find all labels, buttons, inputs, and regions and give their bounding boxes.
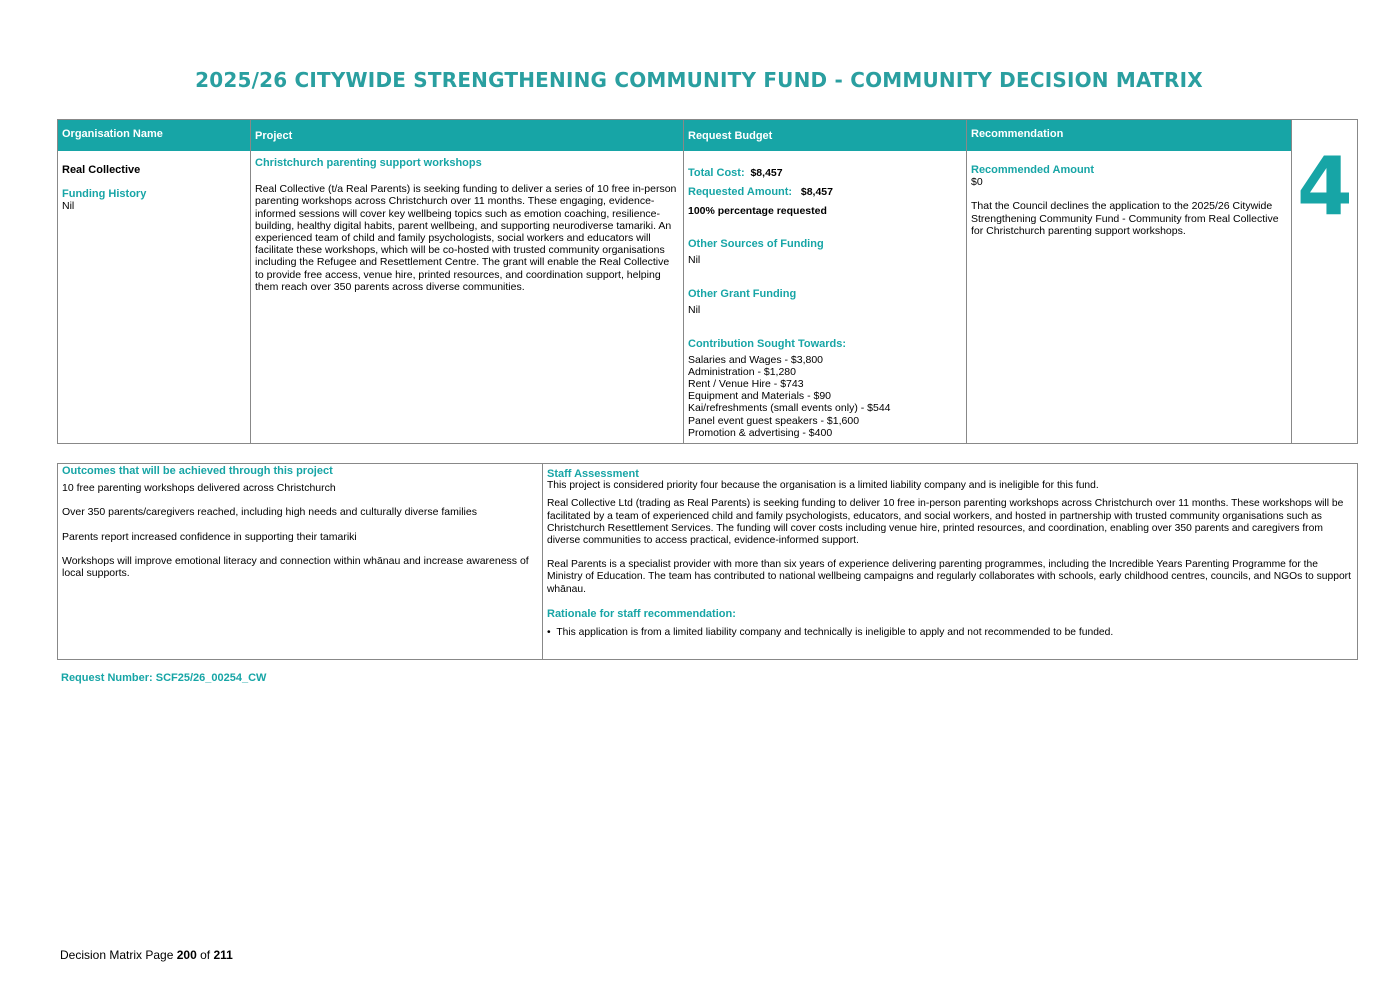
- funding-history: Nil: [62, 200, 75, 213]
- other-grant-label: Other Grant Funding: [688, 288, 797, 301]
- header-budget: Request Budget: [684, 120, 966, 151]
- staff-assessment-column: [543, 464, 1357, 659]
- contribution-label: Contribution Sought Towards:: [688, 338, 847, 351]
- header-org: Organisation Name: [58, 120, 250, 151]
- org-column: [58, 120, 251, 443]
- assessment-p1: This project is considered priority four because the organisation is a limited liability company and is ineligible for this fund.: [547, 480, 1099, 492]
- budget-column: [684, 120, 967, 443]
- outcome-item: Parents report increased confidence in supporting their tamariki: [62, 530, 357, 543]
- recommended-amount: $0: [971, 176, 983, 189]
- assessment-table: [57, 463, 1358, 660]
- project-title: Christchurch parenting support workshops: [255, 157, 482, 169]
- contribution-list: [688, 354, 962, 439]
- assessment-p3: Real Parents is a specialist provider with more than six years of experience delivering parenting programmes, including the Incredible Years Parenting Programme for the Ministry of Education. The team has contributed to national wellbeing campaigns and regularly collaborates with schools, early childhood centres, councils, and NGOs to support whānau.: [547, 559, 1351, 595]
- project-column: [251, 120, 684, 443]
- header-project: Project: [251, 120, 683, 151]
- footer-total: 211: [213, 948, 233, 962]
- contribution-item: Panel event guest speakers - $1,600: [688, 414, 860, 427]
- outcome-item: Workshops will improve emotional literacy and connection within whānau and increase awareness of local supports.: [62, 554, 529, 580]
- outcomes-label: Outcomes that will be achieved through this project: [62, 465, 333, 477]
- outcome-item: Over 350 parents/caregivers reached, including high needs and culturally diverse families: [62, 506, 477, 519]
- other-sources-label: Other Sources of Funding: [688, 237, 824, 250]
- page-title: 2025/26 CITYWIDE STRENGTHENING COMMUNITY FUND - COMMUNITY DECISION MATRIX: [195, 68, 1203, 92]
- footer-page: 200: [176, 948, 197, 962]
- other-sources: Nil: [688, 253, 701, 266]
- total-cost: $8,457: [750, 167, 783, 179]
- request-number: Request Number: SCF25/26_00254_CW: [61, 672, 267, 684]
- contribution-item: Salaries and Wages - $3,800: [688, 353, 824, 366]
- footer-of: of: [196, 948, 214, 962]
- decision-table: [57, 119, 1358, 444]
- funding-history-label: Funding History: [62, 188, 147, 201]
- total-cost-label: Total Cost:: [688, 167, 745, 179]
- header-recommendation: Recommendation: [967, 120, 1291, 151]
- rationale-text: This application is from a limited liability company and technically is ineligible to apply and not recommended to be funded.: [556, 627, 1114, 639]
- contribution-item: Kai/refreshments (small events only) - $544: [688, 402, 891, 415]
- rationale-item: [547, 627, 1353, 639]
- percentage-requested: 100% percentage requested: [688, 205, 827, 218]
- other-grant: Nil: [688, 304, 701, 317]
- requested-amount: $8,457: [800, 186, 833, 199]
- contribution-item: Promotion & advertising - $400: [688, 426, 833, 439]
- assessment-p2: Real Collective Ltd (trading as Real Parents) is seeking funding to deliver 10 free in-person parenting workshops across Christchurch over 11 months. These workshops will be facilitated by a team of experienced child and family psychologists, educators, and social workers, and hosted in partnership with trusted community organisations such as Christchurch Resettlement Services. The funding will cover costs including venue hire, printed resources, and coordination, enabling over 350 parents and caregivers from diverse communities to access practical, evidence-informed support.: [547, 498, 1344, 547]
- footer-prefix: Decision Matrix Page: [60, 948, 177, 962]
- requested-label: Requested Amount:: [688, 186, 793, 199]
- bullet-icon: •: [547, 627, 557, 639]
- rationale-label: Rationale for staff recommendation:: [547, 607, 736, 620]
- page-footer: [60, 948, 233, 962]
- contribution-item: Administration - $1,280: [688, 365, 796, 378]
- recommendation-text: That the Council declines the application to the 2025/26 Citywide Strengthening Community Fund - Community from Real Collective for Christchurch parenting support workshops.: [971, 200, 1279, 237]
- staff-assessment-label: Staff Assessment: [547, 468, 639, 480]
- org-name: Real Collective: [62, 164, 141, 176]
- priority-number: 4: [1297, 140, 1353, 233]
- contribution-item: Rent / Venue Hire - $743: [688, 378, 804, 391]
- recommended-amount-label: Recommended Amount: [971, 164, 1095, 176]
- contribution-item: Equipment and Materials - $90: [688, 390, 831, 403]
- project-description: Real Collective (t/a Real Parents) is seeking funding to deliver a series of 10 free in-person parenting workshops across Christchurch over 11 months. These engaging, evidence-informed sessions will cover key wellbeing topics such as emotion coaching, resilience-building, healthy digital habits, parent wellbeing, and supporting neurodiverse tamariki. An experienced team of child and family psychologists, social workers and educators will facilitate these workshops, which will be co-hosted with trusted community organisations including the Refugee and Resettlement Centre. The grant will enable the Real Collective to provide free access, venue hire, printed resources, and coordination support, helping them reach over 350 parents across diverse communities.: [255, 183, 677, 293]
- outcome-item: 10 free parenting workshops delivered across Christchurch: [62, 482, 336, 495]
- outcomes-column: [58, 464, 543, 659]
- recommendation-column: [967, 120, 1292, 443]
